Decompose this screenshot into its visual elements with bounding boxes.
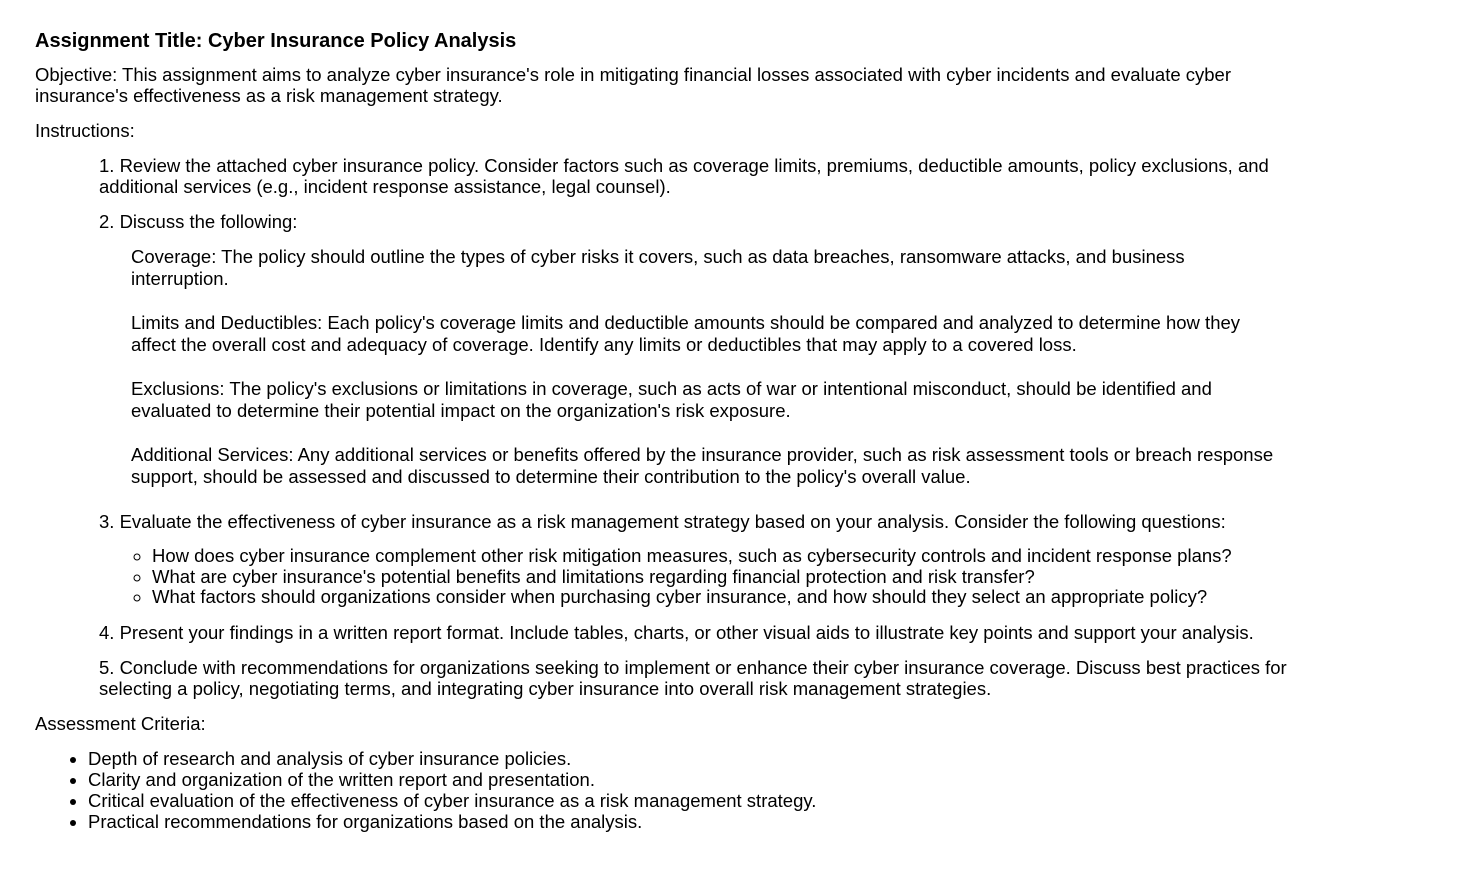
- question-item: ◦ How does cyber insurance complement other risk mitigation measures, such as cybersecurity controls and incident response plans?: [152, 546, 1304, 567]
- assessment-criteria-label: Assessment Criteria:: [35, 712, 206, 734]
- step-5: [99, 657, 1304, 699]
- discussion-limits-deductibles: Limits and Deductibles: Each policy's coverage limits and deductible amounts should be compared and analyzed to determine how they affect the overall cost and adequacy of coverage. Identify any limits or deductibles that may apply to a covered loss.: [131, 312, 1241, 355]
- assessment-criteria-list: [35, 748, 1305, 832]
- step-1-text: 1. Review the attached cyber insurance policy. Consider factors such as coverage limits, premiums, deductible amounts, policy exclusions, and additional services (e.g., incident response assistance, legal counsel).: [99, 155, 1269, 197]
- step-2-text: 2. Discuss the following:: [99, 211, 298, 232]
- discussion-additional-services: Additional Services: Any additional services or benefits offered by the insurance provider, such as risk assessment tools or breach response support, should be assessed and discussed to determine their contribution to the policy's overall value.: [131, 444, 1274, 487]
- question-item: ◦ What factors should organizations consider when purchasing cyber insurance, and how should they select an appropriate policy?: [152, 587, 1304, 608]
- question-item: ◦ What are cyber insurance's potential benefits and limitations regarding financial protection and risk transfer?: [152, 567, 1304, 588]
- criteria-item: • Critical evaluation of the effectiveness of cyber insurance as a risk management strategy.: [88, 790, 1305, 811]
- instructions-label: Instructions:: [35, 120, 135, 141]
- step-4: [99, 622, 1304, 643]
- step-2: [99, 211, 1304, 488]
- instruction-steps: [99, 155, 1304, 699]
- step-3: [99, 511, 1304, 608]
- step-5-text: 5. Conclude with recommendations for organizations seeking to implement or enhance their cyber insurance coverage. Discuss best practices for selecting a policy, negotiating terms, and integrating cyber insurance into overall risk management strategies.: [99, 656, 1287, 699]
- criteria-item: • Clarity and organization of the written report and presentation.: [88, 769, 1305, 790]
- discussion-exclusions: Exclusions: The policy's exclusions or limitations in coverage, such as acts of war or intentional misconduct, should be identified and evaluated to determine their potential impact on the organization's risk exposure.: [131, 378, 1212, 421]
- step-1: [99, 155, 1304, 197]
- assignment-title: Assignment Title: Cyber Insurance Policy Analysis: [35, 30, 517, 52]
- step-4-text: 4. Present your findings in a written report format. Include tables, charts, or other visual aids to illustrate key points and support your analysis.: [99, 621, 1254, 643]
- objective-text: Objective: This assignment aims to analyze cyber insurance's role in mitigating financial losses associated with cyber incidents and evaluate cyber insurance's effectiveness as a risk management strategy.: [35, 64, 1232, 106]
- criteria-item: • Practical recommendations for organizations based on the analysis.: [88, 811, 1305, 832]
- criteria-item: • Depth of research and analysis of cyber insurance policies.: [88, 748, 1305, 769]
- discussion-points: [131, 246, 1281, 488]
- discussion-coverage: Coverage: The policy should outline the types of cyber risks it covers, such as data breaches, ransomware attacks, and business interruption.: [131, 246, 1185, 289]
- step-3-text: 3. Evaluate the effectiveness of cyber insurance as a risk management strategy based on your analysis. Consider the following questions:: [99, 511, 1226, 532]
- evaluation-questions: [99, 546, 1304, 608]
